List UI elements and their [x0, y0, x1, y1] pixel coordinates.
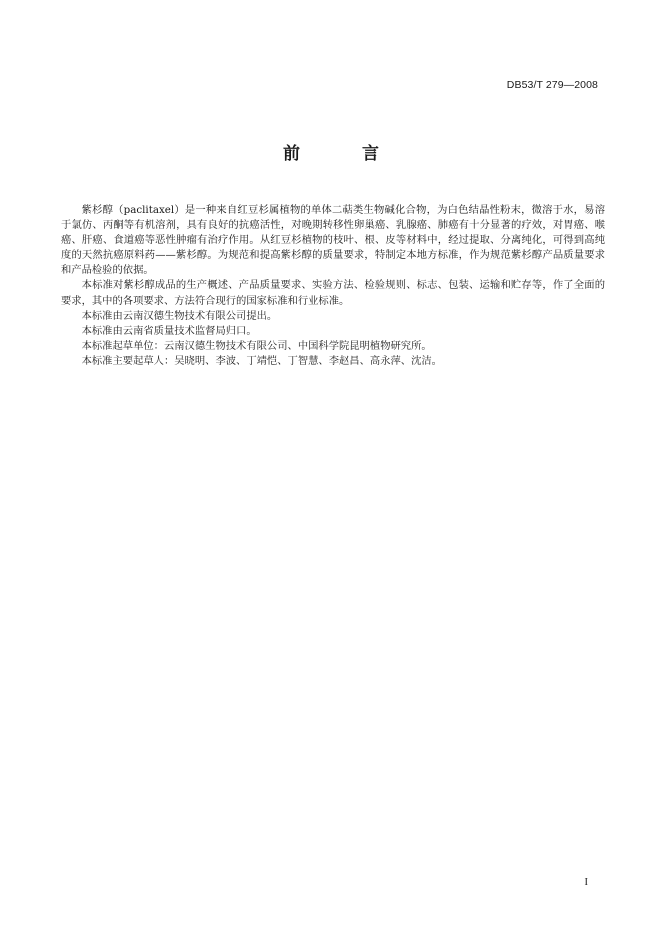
paragraph-administrator: 本标准由云南省质量技术监督局归口。 — [81, 324, 257, 337]
paragraph-proposer: 本标准由云南汉德生物技术有限公司提出。 — [81, 309, 278, 322]
foreword-body — [61, 203, 605, 369]
paragraph-drafters: 本标准主要起草人：吴晓明、李波、丁靖恺、丁智慧、李赵昌、高永萍、沈洁。 — [81, 354, 442, 367]
page-title: 前 言 — [283, 144, 407, 164]
paragraph-scope: 本标准对紫杉醇成品的生产概述、产品质量要求、实验方法、检验规则、标志、包装、运输和贮存等，作了全面的要求，其中的各项要求、方法符合现行的国家标准和行业标准。 — [61, 279, 605, 307]
standard-code: DB53/T 279—2008 — [506, 79, 598, 91]
page-number: I — [584, 877, 588, 888]
paragraph-introduction: 紫杉醇（paclitaxel）是一种来自红豆杉属植物的单体二萜类生物碱化合物，为白色结晶性粉末，微溶于水，易溶于氯仿、丙酮等有机溶剂，具有良好的抗癌活性，对晚期转移性卵巢癌、乳腺癌、肺癌有十分显著的疗效，对胃癌、喉癌、肝癌、食道癌等恶性肿瘤有治疗作用。从红豆杉植物的枝叶、根、皮等材料中，经过提取、分离纯化，可得到高纯度的天然抗癌原料药——紫杉醇。为规范和提高紫杉醇的质量要求，特制定本地方标准，作为规范紫杉醇产品质量要求和产品检验的依据。 — [61, 204, 605, 277]
paragraph-drafting-units: 本标准起草单位：云南汉德生物技术有限公司、中国科学院昆明植物研究所。 — [81, 339, 432, 352]
